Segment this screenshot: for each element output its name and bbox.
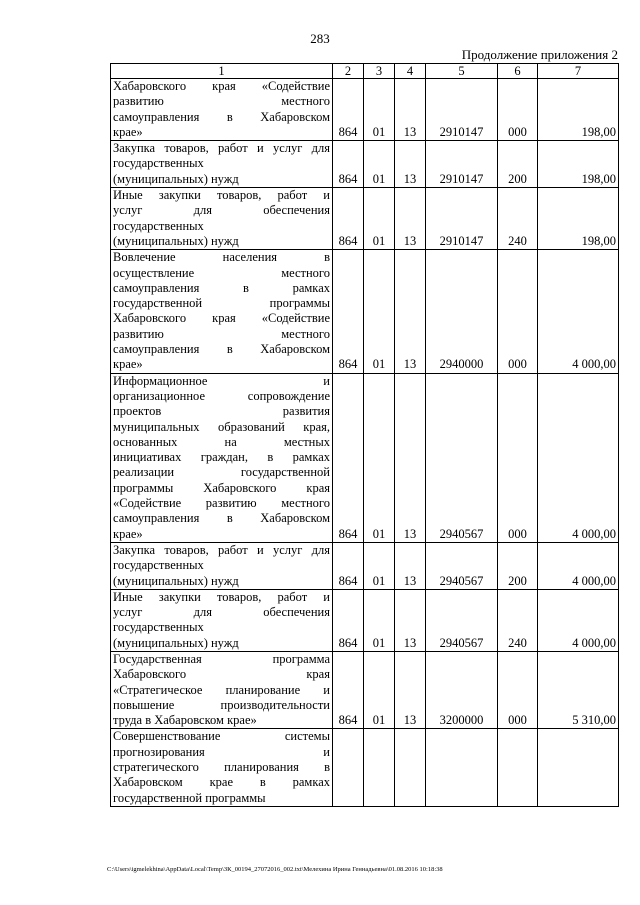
description-line: Иные закупки товаров, работ и [113, 188, 330, 203]
continuation-label: Продолжение приложения 2 [461, 47, 618, 62]
header-col-2: 2 [333, 64, 364, 79]
amount: 4 000,00 [538, 250, 619, 373]
subsection-code: 13 [395, 79, 426, 141]
description-line: государственной программы [113, 790, 266, 805]
description-line: осуществление местного [113, 265, 330, 280]
header-col-7: 7 [538, 64, 619, 79]
description-line: Хабаровского края «Содействие [113, 311, 330, 326]
row-description [111, 250, 333, 373]
file-path-footer: C:\Users\igmelekhina\AppData\Local\Temp\ЗК_00194_27072016_002.txt\Мелехина Ирина Геннадьевна\01.08.2016 10:18:38 [107, 866, 443, 873]
description-line: услуг для обеспечения [113, 605, 330, 620]
subsection-code: 13 [395, 542, 426, 589]
target-article-code: 2910147 [426, 141, 498, 188]
section-code: 01 [364, 250, 395, 373]
expense-type-code: 240 [498, 589, 538, 651]
description-line: самоуправления в Хабаровском [113, 511, 330, 526]
ministry-code: 864 [333, 651, 364, 728]
expense-type-code: 000 [498, 250, 538, 373]
header-col-4: 4 [395, 64, 426, 79]
table-row [111, 250, 619, 373]
target-article-code: 2940567 [426, 589, 498, 651]
description-line: (муниципальных) нужд [113, 171, 239, 186]
row-description [111, 542, 333, 589]
section-code [364, 729, 395, 806]
expense-type-code: 000 [498, 373, 538, 542]
amount [538, 729, 619, 806]
description-line: основанных на местных [113, 434, 330, 449]
ministry-code: 864 [333, 542, 364, 589]
amount: 5 310,00 [538, 651, 619, 728]
header-col-5: 5 [426, 64, 498, 79]
description-line: государственных [113, 218, 204, 233]
description-line: «Стратегическое планирование и [113, 682, 330, 697]
subsection-code: 13 [395, 188, 426, 250]
description-line: развитию местного [113, 94, 330, 109]
description-line: (муниципальных) нужд [113, 233, 239, 248]
description-line: самоуправления в Хабаровском [113, 109, 330, 124]
description-line: государственных [113, 558, 204, 573]
amount: 198,00 [538, 188, 619, 250]
row-description [111, 589, 333, 651]
description-line: Хабаровском крае в рамках [113, 775, 330, 790]
section-code: 01 [364, 79, 395, 141]
description-line: реализации государственной [113, 465, 330, 480]
target-article-code: 3200000 [426, 651, 498, 728]
table-row [111, 141, 619, 188]
header-col-1: 1 [111, 64, 333, 79]
ministry-code: 864 [333, 79, 364, 141]
amount: 198,00 [538, 79, 619, 141]
subsection-code [395, 729, 426, 806]
expense-type-code: 000 [498, 651, 538, 728]
target-article-code: 2940000 [426, 250, 498, 373]
table-row [111, 729, 619, 806]
table-row [111, 589, 619, 651]
description-line: Хабаровского края [113, 667, 330, 682]
description-line: (муниципальных) нужд [113, 573, 239, 588]
target-article-code: 2910147 [426, 188, 498, 250]
description-line: Иные закупки товаров, работ и [113, 589, 330, 604]
section-code: 01 [364, 542, 395, 589]
table-row [111, 651, 619, 728]
subsection-code: 13 [395, 141, 426, 188]
description-line: государственной программы [113, 296, 330, 311]
table-row [111, 542, 619, 589]
subsection-code: 13 [395, 373, 426, 542]
section-code: 01 [364, 373, 395, 542]
section-code: 01 [364, 589, 395, 651]
row-description [111, 373, 333, 542]
description-line: крае» [113, 124, 143, 139]
row-description [111, 729, 333, 806]
description-line: самоуправления в Хабаровском [113, 342, 330, 357]
expense-type-code [498, 729, 538, 806]
header-col-3: 3 [364, 64, 395, 79]
target-article-code: 2940567 [426, 542, 498, 589]
description-line: Информационное и [113, 373, 330, 388]
amount: 198,00 [538, 141, 619, 188]
section-code: 01 [364, 651, 395, 728]
budget-table [110, 63, 619, 807]
subsection-code: 13 [395, 250, 426, 373]
description-line: (муниципальных) нужд [113, 635, 239, 650]
expense-type-code: 200 [498, 141, 538, 188]
description-line: стратегического планирования в [113, 760, 330, 775]
expense-type-code: 200 [498, 542, 538, 589]
ministry-code: 864 [333, 589, 364, 651]
description-line: повышение производительности [113, 697, 330, 712]
row-description [111, 141, 333, 188]
target-article-code: 2910147 [426, 79, 498, 141]
subsection-code: 13 [395, 589, 426, 651]
description-line: Совершенствование системы [113, 729, 330, 744]
description-line: программы Хабаровского края [113, 480, 330, 495]
description-line: труда в Хабаровском крае» [113, 713, 257, 728]
header-col-6: 6 [498, 64, 538, 79]
page-number: 283 [310, 31, 330, 46]
table-row [111, 79, 619, 141]
amount: 4 000,00 [538, 589, 619, 651]
description-line: прогнозирования и [113, 744, 330, 759]
ministry-code: 864 [333, 373, 364, 542]
description-line: самоуправления в рамках [113, 280, 330, 295]
description-line: инициативах граждан, в рамках [113, 450, 330, 465]
ministry-code [333, 729, 364, 806]
subsection-code: 13 [395, 651, 426, 728]
description-line: крае» [113, 357, 143, 372]
description-line: муниципальных образований края, [113, 419, 330, 434]
row-description [111, 188, 333, 250]
table-row [111, 188, 619, 250]
description-line: Вовлечение населения в [113, 250, 330, 265]
expense-type-code: 000 [498, 79, 538, 141]
description-line: Государственная программа [113, 651, 330, 666]
description-line: Хабаровского края «Содействие [113, 79, 330, 93]
section-code: 01 [364, 141, 395, 188]
expense-type-code: 240 [498, 188, 538, 250]
description-line: государственных [113, 620, 204, 635]
row-description [111, 79, 333, 141]
ministry-code: 864 [333, 188, 364, 250]
row-description [111, 651, 333, 728]
amount: 4 000,00 [538, 542, 619, 589]
ministry-code: 864 [333, 250, 364, 373]
table-header-row [111, 64, 619, 79]
description-line: Закупка товаров, работ и услуг для [113, 542, 330, 557]
description-line: «Содействие развитию местного [113, 496, 330, 511]
description-line: развитию местного [113, 326, 330, 341]
amount: 4 000,00 [538, 373, 619, 542]
description-line: организационное сопровождение [113, 388, 330, 403]
target-article-code: 2940567 [426, 373, 498, 542]
section-code: 01 [364, 188, 395, 250]
description-line: государственных [113, 156, 204, 171]
target-article-code [426, 729, 498, 806]
description-line: услуг для обеспечения [113, 203, 330, 218]
description-line: крае» [113, 526, 143, 541]
description-line: проектов развития [113, 404, 330, 419]
description-line: Закупка товаров, работ и услуг для [113, 141, 330, 156]
ministry-code: 864 [333, 141, 364, 188]
table-row [111, 373, 619, 542]
